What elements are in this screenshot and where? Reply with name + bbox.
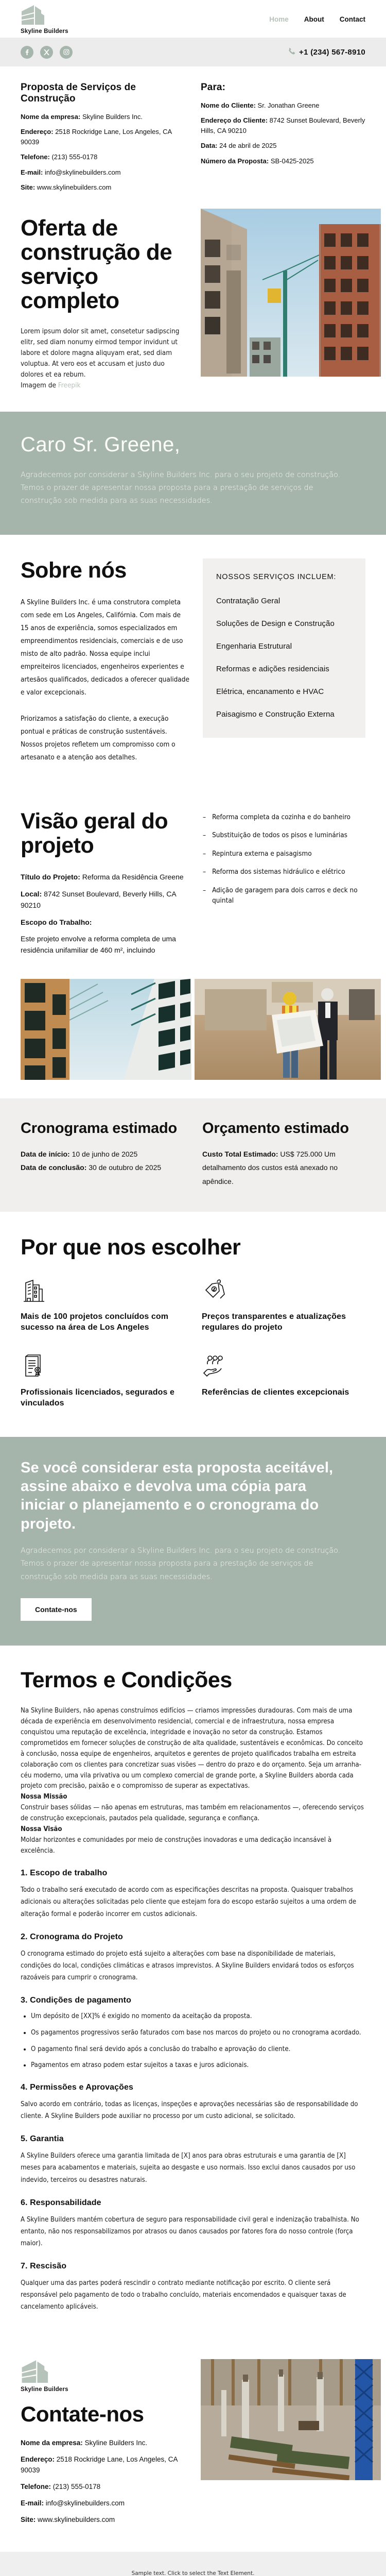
header [0,0,386,38]
image-credit: Imagem de Freepik [21,381,81,389]
footer-site-line: Site: www.skylinebuilders.com [21,2515,115,2523]
nav-contact[interactable]: Contact [339,15,365,23]
mission-text: Construir bases sólidas — não apenas em estruturas, mas também em relacionamentos —, oferecendo serviços de construção excepcionais, pautados pela qualidade, segurança e confiança. [21,1804,364,1822]
social-links [21,46,73,59]
dash-bullet-icon: – [203,831,206,840]
cta-body: Agradecemos por considerar a Skyline Builders Inc. para o seu projeto de construção. Temos o prazer de apresentar nossa proposta para a prestação de serviços de construção sob medida para as suas necessidades. [21,1546,341,1581]
phone-icon [288,47,295,57]
service-item: Elétrica, encanamento e HVAC [216,687,324,696]
nav-home[interactable]: Home [269,15,289,23]
overview-bullet: – Adição de garagem para dois carros e deck no quintal [203,886,365,906]
hero-section [0,200,386,391]
vision-text: Moldar horizontes e comunidades por meio de construções inovadoras e uma dedicação incansável à excelência. [21,1836,332,1855]
brand-logo[interactable] [21,4,68,35]
client-info [201,82,365,197]
photo-row [0,979,386,1080]
footer-address-line: Endereço: 2518 Rockridge Lane, Los Angeles, CA 90039 [21,2455,178,2475]
service-item: Engenharia Estrutural [216,641,292,651]
clause-title: 6. Responsabilidade [21,2198,101,2207]
overview-bullets [203,809,365,961]
start-date-line: Data de início: 10 de junho de 2025 [21,1149,138,1158]
brand-name: Skyline Builders [21,2386,68,2393]
sample-text[interactable]: Sample text. Click to select the Text Element. [131,2570,255,2576]
services-heading: NOSSOS SERVIÇOS INCLUEM: [216,572,337,581]
service-item: Paisagismo e Construção Externa [216,709,335,719]
project-title-line: Título do Projeto: Reforma da Residência Greene [21,873,184,882]
overview-heading: Visão geral do projeto [21,808,168,858]
terms-clause [21,2198,365,2249]
client-date-line: Data: 24 de abril de 2025 [201,142,277,150]
clause-title: 7. Rescisão [21,2261,67,2270]
footer-email-line: E-mail: info@skylinebuilders.com [21,2499,125,2507]
hero-title: Oferta de construção de serviço completo [21,215,172,314]
clause-body: Salvo acordo em contrário, todas as licenças, inspeções e aprovações necessárias são de responsabilidade do cliente. A Skyline Builders pode auxiliar no processo por um custo adicional, se solicitado. [21,2100,358,2121]
letter-heading: Caro Sr. Greene, [21,433,181,456]
end-date-line: Data de conclusão: 30 de outubro de 2025 [21,1163,162,1172]
clients-hand-icon [202,1353,365,1380]
hero-body: Lorem ipsum dolor sit amet, consetetur sadipscing elitr, sed diam nonumy eirmod tempor invidunt ut labore et dolore magna aliquyam erat, sed diam voluptua. At vero eos et accusam et justo duo dolores et ea rebum. [21,327,180,379]
clause-title: 2. Cronograma do Projeto [21,1932,123,1941]
letter-body: Agradecemos por considerar a Skyline Builders Inc. para o seu projeto de construção. Temos o prazer de apresentar nossa proposta para a prestação de serviços de construção sob medida para as suas necessidades. [21,470,341,505]
proposal-title: Proposta de Serviços de Construção [21,82,136,104]
terms-clause [21,1933,365,1984]
footer-heading: Contate-nos [21,2402,144,2427]
phone-block[interactable] [288,47,365,57]
about-paragraph-1: A Skyline Builders Inc. é uma construtora completa com sede em Los Angeles, Califórnia. Com mais de 15 anos de experiência, somos especializados em empreendimentos residenciais, comerciais e de uso misto de alto padrão. Nossa equipe inclui empreiteiros licenciados, engenheiros experientes e artesãos qualificados, dedicados a oferecer qualidade e valor excepcionais. [21,598,189,697]
photo-buildings-closeup [21,979,191,1080]
nav-about[interactable]: About [304,15,324,23]
clause-body: A Skyline Builders oferece uma garantia limitada de [X] anos para obras estruturais e uma garantia de [X] meses para acabamentos e materiais, sujeita ao desgaste e uso normais. Isso exclui danos causados por uso indevido, terceiros ou desastres naturais. [21,2152,356,2184]
vision-label: Nossa Visão [21,1825,62,1833]
clause-bullet: • Um depósito de [XX]% é exigido no momento da aceitação da proposta. [31,2011,365,2022]
client-heading: Para: [201,82,226,93]
footer [0,2329,386,2531]
footer-phone-line: Telefone: (213) 555-0178 [21,2482,101,2490]
service-item: Soluções de Design e Construção [216,619,335,628]
services-list [216,597,352,719]
skyline-logo-icon [21,2359,188,2385]
company-email-line: E-mail: info@skylinebuilders.com [21,168,121,176]
overview-bullet: – Repintura externa e paisagismo [203,849,365,859]
why-choose-us-section [0,1212,386,1413]
mission-label: Nossa Missão [21,1793,67,1801]
feature-projects: Mais de 100 projetos concluídos com sucesso na área de Los Angeles [21,1278,184,1333]
company-phone-line: Telefone: (213) 555-0178 [21,153,98,161]
clause-title: 3. Condições de pagamento [21,1995,131,2005]
contact-us-button[interactable]: Contate-nos [21,1598,92,1621]
clause-body: O cronograma estimado do projeto está sujeito a alterações com base na disponibilidade de materiais, condições do local, condições climáticas e atrasos imprevistos. A Skyline Builders envidará todos os esforços razoáveis para cumprir o cronograma. [21,1950,354,1981]
feature-licensed: Profissionais licenciados, segurados e vinculados [21,1353,184,1409]
scope-text: Este projeto envolve a reforma completa de uma residência unifamiliar de 460 m², incluindo [21,934,176,955]
clause-bullets [21,2011,365,2071]
overview-bullet: – Reforma dos sistemas hidráulico e elétrico [203,867,365,877]
footer-logo [21,2359,188,2393]
terms-clause [21,2083,365,2122]
clause-title: 5. Garantia [21,2134,64,2144]
building-icon [21,1278,184,1304]
terms-clause [21,1996,365,2071]
schedule-block [21,1120,184,1189]
terms-section [0,1646,386,2329]
client-number-line: Número da Proposta: SB-0425-2025 [201,157,314,165]
skyline-logo-icon [21,4,68,27]
service-item: Contratação Geral [216,596,280,605]
company-name-line: Nome da empresa: Skyline Builders Inc. [21,113,143,121]
footer-photo-construction-site [201,2359,381,2480]
client-address-line: Endereço do Cliente: 8742 Sunset Boulevard, Beverly Hills, CA 90210 [201,116,365,135]
footer-company-line: Nome da empresa: Skyline Builders Inc. [21,2439,148,2447]
services-box [203,558,365,738]
clause-bullet: • Pagamentos em atraso podem estar sujeitos a taxas e juros adicionais. [31,2060,365,2071]
project-overview-section [0,777,386,979]
dash-bullet-icon: – [203,886,206,894]
terms-clause [21,2262,365,2313]
clause-title: 1. Escopo de trabalho [21,1869,108,1878]
dash-bullet-icon: – [203,849,206,858]
main-nav [269,15,365,23]
freepik-link[interactable]: Freepik [58,381,81,389]
feature-pricing: Preços transparentes e atualizações regulares do projeto [202,1278,365,1333]
overview-bullet: – Reforma completa da cozinha e do banheiro [203,812,365,823]
hero-photo-construction-crane [201,209,381,377]
total-cost-line: Custo Total Estimado: US$ 725.000 Um detalhamento dos custos está anexado no apêndice. [202,1149,338,1185]
x-twitter-icon[interactable] [40,46,53,59]
clause-body: A Skyline Builders mantém cobertura de seguro para responsabilidade civil geral e indenização trabalhista. No entanto, não nos responsabilizamos por atrasos ou danos causados por fatores fora do nosso controle (força maior). [21,2215,359,2247]
facebook-icon[interactable] [21,46,33,59]
clause-body: Todo o trabalho será executado de acordo com as especificações descritas na proposta. Quaisquer trabalhos adicionais ou alterações solicitadas pelo cliente que estejam fora do escopo estarão sujeitos a uma ordem de alteração formal e poderão incorrer em custos adicionais. [21,1886,357,1918]
scope-label: Escopo do Trabalho: [21,918,92,926]
company-site-line: Site: www.skylinebuilders.com [21,183,112,191]
dash-bullet-icon: – [203,812,206,821]
terms-heading: Termos e Condições [21,1668,232,1693]
why-heading: Por que nos escolher [21,1235,241,1260]
company-address-line: Endereço: 2518 Rockridge Lane, Los Angeles, CA 90039 [21,128,172,146]
feature-references: Referências de clientes excepcionais [202,1353,365,1409]
price-tags-icon [202,1278,365,1304]
terms-clause [21,2134,365,2185]
about-paragraph-2: Priorizamos a satisfação do cliente, a execução pontual e práticas de construção sustentáveis. Nossos projetos refletem um compromisso com o artesanato e a atenção aos detalhes. [21,714,176,761]
dash-bullet-icon: – [203,868,206,876]
service-item: Reformas e adições residenciais [216,664,329,673]
schedule-heading: Cronograma estimado [21,1120,177,1137]
project-location-line: Local: 8742 Sunset Boulevard, Beverly Hills, CA 90210 [21,889,176,910]
photo-workers-blueprint [195,979,381,1080]
license-certificate-icon [21,1353,184,1380]
terms-clauses [21,1869,365,2313]
contact-strip [0,38,386,66]
bottom-bar [0,2552,386,2576]
company-info [21,82,185,197]
phone-number: +1 (234) 567-8910 [299,47,365,57]
clause-bullet: • Os pagamentos progressivos serão faturados com base nos marcos do projeto ou no cronograma acordado. [31,2028,365,2038]
terms-intro: Na Skyline Builders, não apenas construímos edifícios — criamos impressões duradouras. Com mais de uma década de experiência em desenvolvimento residencial, comercial e de infraestrutura, nossa empresa conquistou uma reputação de excelência, integridade e inovação no setor da construção. Estamos comprometidos em fornecer soluções de construção de alta qualidade, sustentáveis e econômicas. Do conceito à conclusão, nossa equipe de engenheiros, arquitetos e gerentes de projeto qualificados trabalha em estreita colaboração com os clientes para concretizar suas visões — dentro do prazo e do orçamento. Seja um arranha-céu moderno, uma vila privativa ou um complexo comercial de grande porte, a Skyline Builders aborda cada projeto com precisão, paixão e o compromisso de superar as expectativas. [21,1707,363,1790]
clause-bullet: • O pagamento final será devido após a conclusão do trabalho e aprovação do cliente. [31,2044,365,2055]
terms-clause [21,1869,365,1920]
cta-section [0,1437,386,1646]
clause-title: 4. Permissões e Aprovações [21,2083,134,2092]
about-heading: Sobre nós [21,557,127,583]
about-section [0,535,386,777]
clause-body: Qualquer uma das partes poderá rescindir o contrato mediante notificação por escrito. O cliente será responsável pelo pagamento de todo o trabalho concluído, materiais encomendados e quaisquer taxas de cancelamento aplicáveis. [21,2279,346,2311]
budget-heading: Orçamento estimado [202,1120,349,1137]
schedule-budget-section [0,1098,386,1212]
budget-block [202,1120,365,1189]
proposal-info [0,66,386,200]
cta-heading: Se você considerar esta proposta aceitável, assine abaixo e devolva uma cópia para iniciar o planejamento e o cronograma do projeto. [21,1459,334,1532]
brand-name: Skyline Builders [21,28,68,35]
overview-bullet: – Substituição de todos os pisos e luminárias [203,831,365,841]
client-name-line: Nome do Cliente: Sr. Jonathan Greene [201,101,320,109]
instagram-icon[interactable] [60,46,73,59]
letter-section [0,412,386,535]
